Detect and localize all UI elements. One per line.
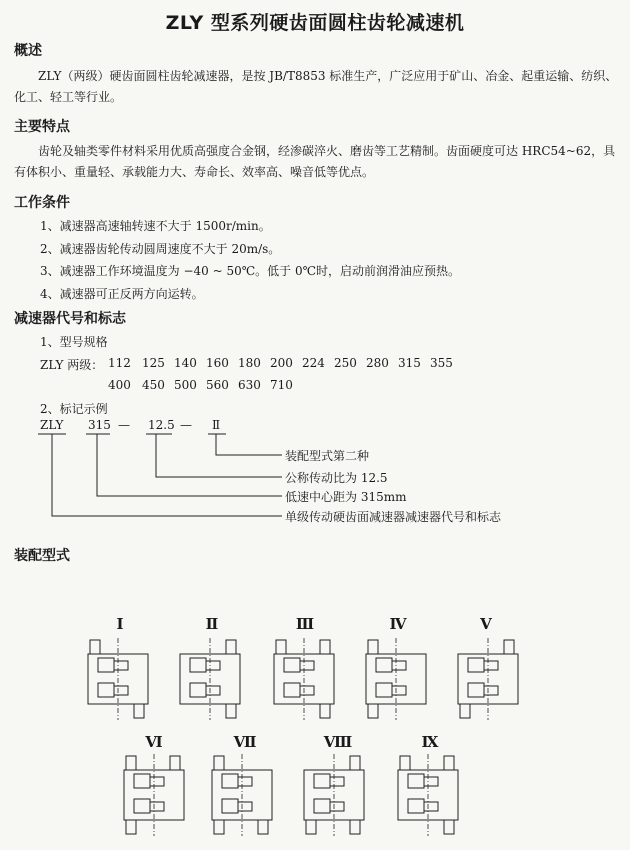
size-value: 710 — [270, 378, 293, 392]
spec-label: 1、型号规格 — [40, 335, 108, 349]
example-part-ratio: 12.5 — [148, 418, 175, 432]
note-assembly: 装配型式第二种 — [285, 449, 370, 463]
example-part-dash: — — [118, 418, 130, 432]
assembly-heading: 装配型式 — [14, 548, 70, 564]
assembly-type-label: Ⅲ — [295, 615, 315, 633]
assembly-type-label: Ⅱ — [205, 615, 219, 633]
size-value: 315 — [398, 356, 421, 370]
assembly-diagram-5 — [458, 638, 518, 720]
size-value: 125 — [142, 356, 165, 370]
size-value: 560 — [206, 378, 229, 392]
assembly-type-label: Ⅸ — [421, 733, 439, 751]
assembly-type-label: Ⅵ — [145, 733, 163, 751]
assembly-type-label: Ⅰ — [116, 615, 124, 633]
condition-item: 3、减速器工作环境温度为 −40 ~ 50℃。低于 0℃时，启动前润滑油应预热。 — [40, 264, 461, 278]
assembly-diagram-9 — [398, 754, 458, 836]
size-value: 160 — [206, 356, 229, 370]
assembly-type-label: Ⅴ — [480, 615, 492, 633]
assembly-diagram-4 — [366, 638, 426, 720]
overview-text: ZLY（两级）硬齿面圆柱齿轮减速器，是按 JB/T8853 标准生产，广泛应用于矿山、冶金、起重运输、纺织、化工、轻工等行业。 — [14, 69, 618, 104]
size-value: 112 — [108, 356, 131, 370]
note-ratio: 公称传动比为 12.5 — [285, 471, 388, 485]
example-part-assembly: Ⅱ — [212, 418, 221, 432]
page-title: ZLY 型系列硬齿面圆柱齿轮减速机 — [165, 12, 465, 34]
note-center-distance: 低速中心距为 315mm — [285, 490, 407, 504]
example-part-center-distance: 315 — [88, 418, 111, 432]
size-value: 140 — [174, 356, 197, 370]
note-code: 单级传动硬齿面减速器减速器代号和标志 — [285, 510, 502, 524]
code-heading: 减速器代号和标志 — [14, 311, 126, 327]
features-heading: 主要特点 — [14, 119, 70, 135]
assembly-diagram-3 — [274, 638, 334, 720]
condition-item: 1、减速器高速轴转速不大于 1500r/min。 — [40, 219, 271, 233]
assembly-type-label: Ⅳ — [389, 615, 407, 633]
example-label: 2、标记示例 — [40, 402, 108, 416]
size-value: 224 — [302, 356, 325, 370]
size-value: 630 — [238, 378, 261, 392]
example-part-dash: — — [180, 418, 192, 432]
size-value: 355 — [430, 356, 453, 370]
assembly-diagram-8 — [304, 754, 364, 836]
condition-item: 2、减速器齿轮传动圆周速度不大于 20m/s。 — [40, 242, 281, 256]
assembly-diagram-6 — [124, 754, 184, 836]
assembly-type-label: Ⅷ — [323, 733, 353, 751]
size-value: 200 — [270, 356, 293, 370]
assembly-diagram-7 — [212, 754, 272, 836]
conditions-heading: 工作条件 — [14, 195, 70, 211]
size-value: 180 — [238, 356, 261, 370]
features-text: 齿轮及轴类零件材料采用优质高强度合金钢，经渗碳淬火、磨齿等工艺精制。齿面硬度可达 HRC54~62，具有体积小、重量轻、承载能力大、寿命长、效率高、噪音低等优点。 — [14, 144, 616, 179]
size-value: 250 — [334, 356, 357, 370]
assembly-diagram-2 — [180, 638, 240, 720]
condition-item: 4、减速器可正反两方向运转。 — [40, 287, 204, 301]
assembly-type-label: Ⅶ — [233, 733, 257, 751]
size-value: 280 — [366, 356, 389, 370]
example-part-code: ZLY — [40, 418, 64, 432]
size-value: 400 — [108, 378, 131, 392]
assembly-diagram-1 — [88, 638, 148, 720]
size-value: 450 — [142, 378, 165, 392]
overview-heading: 概述 — [14, 43, 42, 59]
size-value: 500 — [174, 378, 197, 392]
spec-row-prefix: ZLY 两级： — [40, 358, 104, 372]
